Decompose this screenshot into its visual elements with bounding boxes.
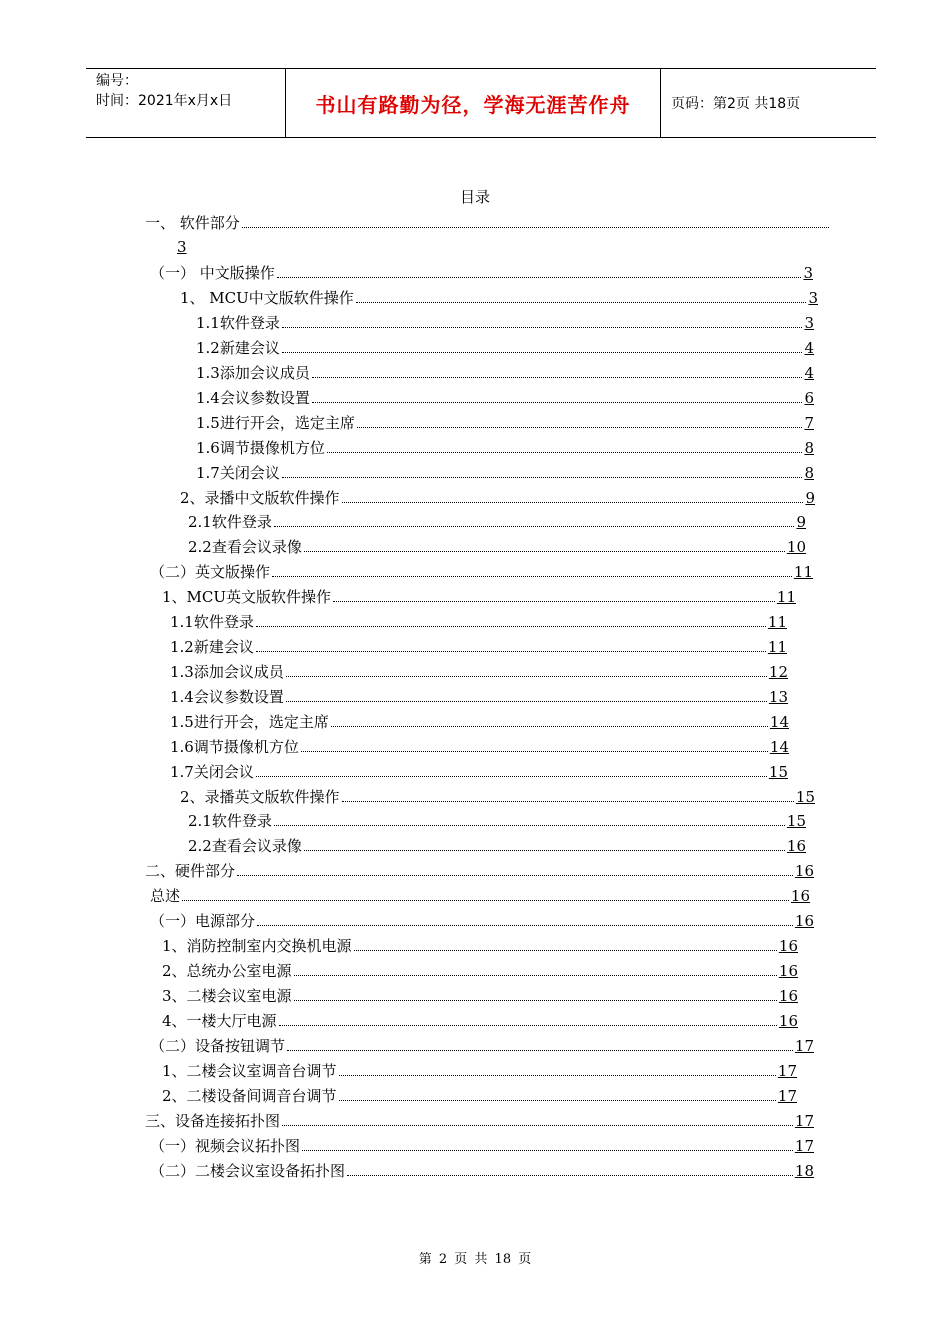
toc-leader-dots — [354, 949, 777, 951]
toc-entry-label: 1.4会议参数设置 — [170, 688, 284, 706]
toc-entry[interactable] — [196, 410, 814, 432]
toc-leader-dots — [312, 376, 803, 378]
toc-entry-label: 1、消防控制室内交换机电源 — [162, 937, 352, 955]
toc-entry-label: 1.7关闭会议 — [196, 464, 280, 482]
toc-leader-dots — [242, 226, 829, 228]
toc-entry-label: 1.2新建会议 — [196, 339, 280, 357]
toc-leader-dots — [282, 326, 803, 328]
toc-leader-dots — [256, 625, 766, 627]
toc-entry-page: 12 — [768, 663, 788, 681]
toc-entry[interactable] — [196, 460, 814, 482]
toc-entry-label: 1.5进行开会，选定主席 — [170, 713, 329, 731]
toc-entry-page: 13 — [768, 688, 788, 706]
toc-entry[interactable] — [180, 784, 815, 806]
toc-entry[interactable] — [162, 983, 798, 1005]
toc-entry[interactable] — [150, 260, 813, 282]
toc-entry[interactable] — [188, 534, 806, 556]
toc-entry-label: 3、二楼会议室电源 — [162, 987, 292, 1005]
header-meta — [86, 69, 286, 137]
toc-entry-label: （二）设备按钮调节 — [150, 1037, 286, 1055]
toc-entry-page: 9 — [805, 489, 815, 507]
toc-entry-page: 15 — [786, 812, 806, 830]
toc-entry-label: 2.1软件登录 — [188, 513, 272, 531]
number-label: 编号： — [96, 73, 138, 89]
toc-leader-dots — [294, 974, 777, 976]
toc-leader-dots — [331, 725, 768, 727]
toc-leader-dots — [274, 824, 785, 826]
toc-entry-label: 2、总统办公室电源 — [162, 962, 292, 980]
toc-entry-page: 16 — [778, 937, 798, 955]
toc-leader-dots — [339, 1074, 776, 1076]
toc-entry[interactable] — [150, 1158, 814, 1180]
toc-entry-page: 4 — [804, 364, 814, 382]
page-header — [86, 68, 876, 138]
toc-leader-dots — [302, 1149, 793, 1151]
toc-entry-page: 16 — [778, 987, 798, 1005]
toc-entry-label: （二）英文版操作 — [150, 563, 271, 581]
toc-entry-page: 11 — [776, 588, 796, 606]
toc-entry[interactable] — [145, 210, 831, 232]
toc-entry-page: 16 — [794, 912, 814, 930]
toc-entry-label: 1.2新建会议 — [170, 638, 254, 656]
toc-entry-page: 7 — [804, 414, 814, 432]
toc-entry[interactable] — [162, 1008, 798, 1030]
toc-entry[interactable] — [188, 509, 806, 531]
toc-leader-dots — [327, 451, 803, 453]
toc-leader-dots — [282, 476, 803, 478]
toc-entry[interactable] — [188, 833, 806, 855]
toc-leader-dots — [312, 401, 803, 403]
toc-entry[interactable] — [196, 385, 814, 407]
toc-entry-page: 6 — [804, 389, 814, 407]
toc-entry[interactable] — [145, 1108, 814, 1130]
toc-entry-page: 17 — [794, 1137, 814, 1155]
toc-leader-dots — [342, 800, 794, 802]
toc-entry-label: 2.2查看会议录像 — [188, 538, 302, 556]
toc-entry-page: 15 — [768, 763, 788, 781]
toc-leader-dots — [256, 650, 766, 652]
toc-entry-label: 1.5进行开会，选定主席 — [196, 414, 355, 432]
toc-entry-page: 16 — [778, 962, 798, 980]
toc-entry-page: 14 — [769, 738, 789, 756]
toc-entry-label: 2.2查看会议录像 — [188, 837, 302, 855]
toc-entry[interactable] — [162, 958, 798, 980]
toc-entry-label: 1.6调节摄像机方位 — [196, 439, 325, 457]
toc-entry-wrapped-page[interactable]: 3 — [177, 238, 187, 256]
toc-entry-page: 8 — [804, 464, 814, 482]
toc-entry[interactable] — [170, 659, 788, 681]
toc-entry-label: 1、MCU英文版软件操作 — [162, 588, 332, 606]
toc-leader-dots — [304, 550, 785, 552]
toc-entry-label: 2.1软件登录 — [188, 812, 272, 830]
toc-leader-dots — [237, 874, 793, 876]
toc-entry-label: 1、二楼会议室调音台调节 — [162, 1062, 337, 1080]
toc-entry[interactable] — [162, 933, 798, 955]
toc-leader-dots — [286, 700, 767, 702]
toc-entry-page: 14 — [769, 713, 789, 731]
toc-entry-label: 2、录播英文版软件操作 — [180, 788, 340, 806]
time-label: 时间：2021年x月x日 — [96, 93, 233, 109]
toc-leader-dots — [274, 525, 795, 527]
toc-entry[interactable] — [150, 1033, 814, 1055]
toc-entry-label: （一） 中文版操作 — [150, 264, 275, 282]
toc-leader-dots — [277, 276, 802, 278]
toc-leader-dots — [286, 675, 767, 677]
toc-entry-page: 8 — [804, 439, 814, 457]
header-page-info: 页码：第2页 共18页 — [671, 96, 801, 112]
toc-entry[interactable] — [196, 360, 814, 382]
toc-entry-page: 17 — [794, 1112, 814, 1130]
toc-entry-page: 11 — [767, 613, 787, 631]
toc-entry-page: 9 — [796, 513, 806, 531]
toc-entry-label: 1.3添加会议成员 — [170, 663, 284, 681]
toc-entry-page: 16 — [790, 887, 810, 905]
toc-entry-label: （二）二楼会议室设备拓扑图 — [150, 1162, 346, 1180]
toc-entry[interactable] — [180, 285, 818, 307]
page-footer: 第 2 页 共 18 页 — [418, 1252, 532, 1267]
toc-leader-dots — [357, 426, 803, 428]
toc-entry-page: 3 — [808, 289, 818, 307]
toc-entry-label: 1.6调节摄像机方位 — [170, 738, 299, 756]
toc-entry[interactable] — [170, 684, 788, 706]
toc-entry-page: 3 — [804, 314, 814, 332]
toc-entry[interactable] — [150, 559, 813, 581]
toc-entry-label: 1.4会议参数设置 — [196, 389, 310, 407]
toc-entry[interactable] — [162, 584, 796, 606]
toc-entry[interactable] — [162, 1083, 797, 1105]
toc-entry[interactable] — [196, 335, 814, 357]
toc-entry-label: 1、 MCU中文版软件操作 — [180, 289, 354, 307]
toc-entry[interactable] — [196, 435, 814, 457]
toc-entry-label: 总述 — [150, 887, 181, 905]
toc-leader-dots — [294, 999, 777, 1001]
toc-entry[interactable] — [170, 734, 789, 756]
toc-entry-label: 1.1软件登录 — [196, 314, 280, 332]
toc-leader-dots — [272, 575, 792, 577]
toc-leader-dots — [287, 1049, 793, 1051]
toc-entry[interactable] — [150, 908, 814, 930]
toc-entry-label: 一、 软件部分 — [145, 214, 240, 232]
toc-entry-page: 11 — [793, 563, 813, 581]
toc-leader-dots — [282, 1124, 793, 1126]
toc-entry-label: 2、二楼设备间调音台调节 — [162, 1087, 337, 1105]
toc-entry-page: 16 — [794, 862, 814, 880]
toc-leader-dots — [182, 899, 789, 901]
toc-entry-page: 17 — [794, 1037, 814, 1055]
toc-entry-page: 11 — [767, 638, 787, 656]
toc-entry-label: 2、录播中文版软件操作 — [180, 489, 340, 507]
toc-entry-label: 1.3添加会议成员 — [196, 364, 310, 382]
toc-leader-dots — [279, 1024, 777, 1026]
toc-entry[interactable] — [196, 310, 814, 332]
toc-leader-dots — [304, 849, 785, 851]
toc-entry[interactable] — [145, 858, 814, 880]
toc-entry[interactable] — [188, 808, 806, 830]
toc-entry[interactable] — [170, 609, 787, 631]
toc-entry[interactable] — [162, 1058, 797, 1080]
toc-leader-dots — [347, 1174, 793, 1176]
toc-entry[interactable] — [170, 634, 787, 656]
toc-entry[interactable] — [150, 1133, 814, 1155]
toc-entry-page: 16 — [778, 1012, 798, 1030]
toc-entry-page: 16 — [786, 837, 806, 855]
toc-entry-page: 15 — [795, 788, 815, 806]
toc-leader-dots — [282, 351, 803, 353]
toc-entry-label: （一）电源部分 — [150, 912, 256, 930]
toc-entry-label: 二、硬件部分 — [145, 862, 236, 880]
header-motto: 书山有路勤为径，学海无涯苦作舟 — [286, 69, 661, 137]
toc-entry-label: 4、一楼大厅电源 — [162, 1012, 277, 1030]
toc-title: 目录 — [459, 188, 490, 206]
toc-entry-label: 1.7关闭会议 — [170, 763, 254, 781]
toc-leader-dots — [301, 750, 768, 752]
toc-entry[interactable] — [180, 485, 815, 507]
toc-leader-dots — [339, 1099, 776, 1101]
toc-leader-dots — [333, 600, 775, 602]
toc-entry-label: 1.1软件登录 — [170, 613, 254, 631]
toc-leader-dots — [356, 301, 807, 303]
toc-leader-dots — [257, 924, 793, 926]
toc-entry[interactable] — [150, 883, 810, 905]
toc-leader-dots — [342, 501, 804, 503]
toc-entry-page: 17 — [777, 1087, 797, 1105]
toc-leader-dots — [256, 775, 767, 777]
toc-entry-label: （一）视频会议拓扑图 — [150, 1137, 301, 1155]
toc-entry-page: 17 — [777, 1062, 797, 1080]
toc-entry-page: 18 — [794, 1162, 814, 1180]
toc-entry[interactable] — [170, 709, 789, 731]
toc-entry-page: 10 — [786, 538, 806, 556]
toc-entry-page: 3 — [803, 264, 813, 282]
toc-entry-label: 三、设备连接拓扑图 — [145, 1112, 281, 1130]
toc-entry[interactable] — [170, 759, 788, 781]
toc-entry-page: 4 — [804, 339, 814, 357]
